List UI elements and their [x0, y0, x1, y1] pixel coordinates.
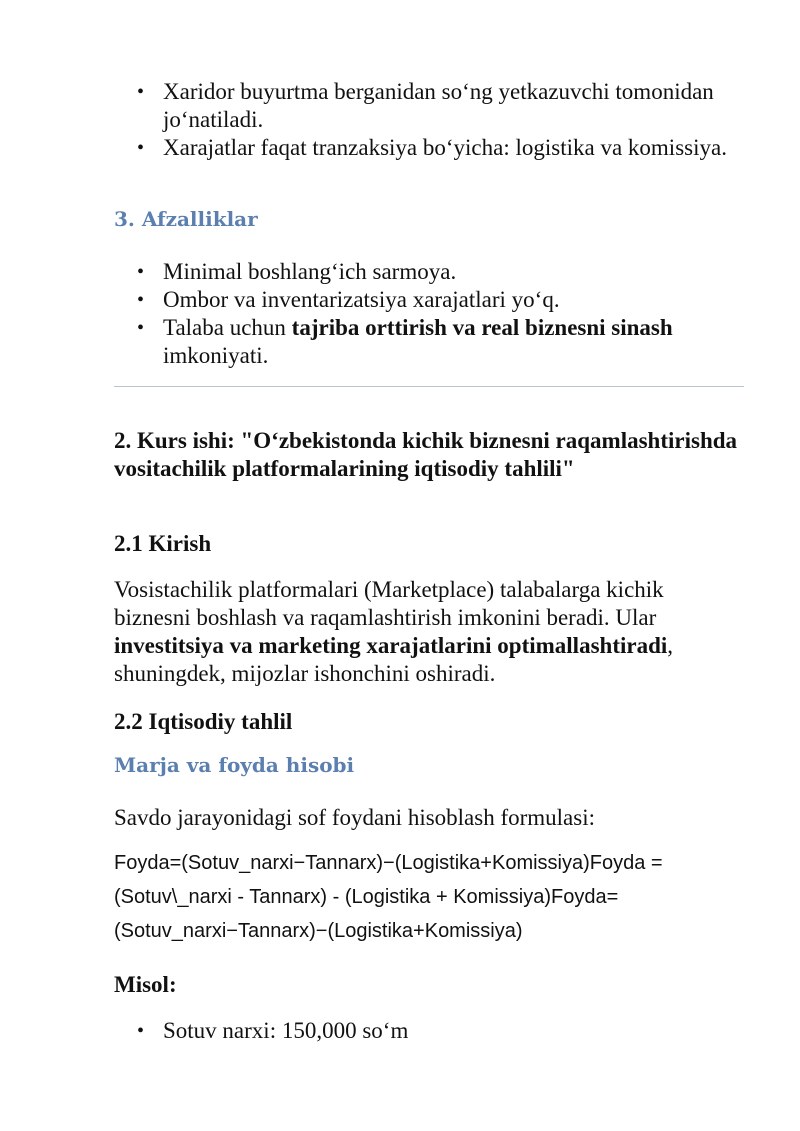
example-list: [0, 1017, 800, 1045]
bullet-icon: •: [137, 261, 145, 283]
example-heading: Misol:: [114, 972, 177, 997]
list-item: • Minimal boshlang‘ich sarmoya.: [137, 259, 457, 284]
bullet-icon: •: [137, 81, 145, 103]
intro-paragraph: Vosistachilik platformalari (Marketplace) talabalarga kichik biznesni boshlash va raqamlashtirish imkonini beradi. Ular investitsiya va marketing xarajatlarini optimallashtiradi, shuningdek, mijozlar ishonchini oshiradi.: [114, 577, 674, 686]
horizontal-divider: [114, 386, 744, 387]
section-heading-afzalliklar: 3. Afzalliklar: [114, 207, 258, 231]
bullet-icon: •: [137, 1020, 145, 1042]
bullet-icon: •: [137, 317, 145, 339]
list-item: • Talaba uchun tajriba orttirish va real biznesni sinash imkoniyati.: [137, 315, 673, 368]
list-item: • Sotuv narxi: 150,000 so‘m: [137, 1018, 409, 1043]
list-item: • Ombor va inventarizatsiya xarajatlari yo‘q.: [137, 287, 560, 312]
subsection-heading-marja: Marja va foyda hisobi: [114, 753, 355, 777]
logistics-list: [0, 78, 800, 162]
formula-intro: Savdo jarayonidagi sof foydani hisoblash formulasi:: [114, 805, 596, 830]
profit-formula: Foyda=(Sotuv_narxi−Tannarx)−(Logistika+Komissiya)Foyda = (Sotuv\_narxi - Tannarx) - (Logistika + Komissiya)Foyda=(Sotuv_narxi−Tannarx)−(Logistika+Komissiya): [114, 852, 663, 942]
advantages-list: [0, 258, 800, 370]
section-heading-iqtisodiy-tahlil: 2.2 Iqtisodiy tahlil: [114, 709, 293, 734]
list-item: • Xarajatlar faqat tranzaksiya bo‘yicha: logistika va komissiya.: [137, 135, 727, 160]
section-heading-kirish: 2.1 Kirish: [114, 531, 212, 556]
course-work-title: 2. Kurs ishi: "O‘zbekistonda kichik biznesni raqamlashtirishda vositachilik platformalarining iqtisodiy tahlili": [114, 428, 738, 481]
bullet-icon: •: [137, 289, 145, 311]
list-item: • Xaridor buyurtma berganidan so‘ng yetkazuvchi tomonidan jo‘natiladi.: [137, 79, 714, 132]
bullet-icon: •: [137, 137, 145, 159]
